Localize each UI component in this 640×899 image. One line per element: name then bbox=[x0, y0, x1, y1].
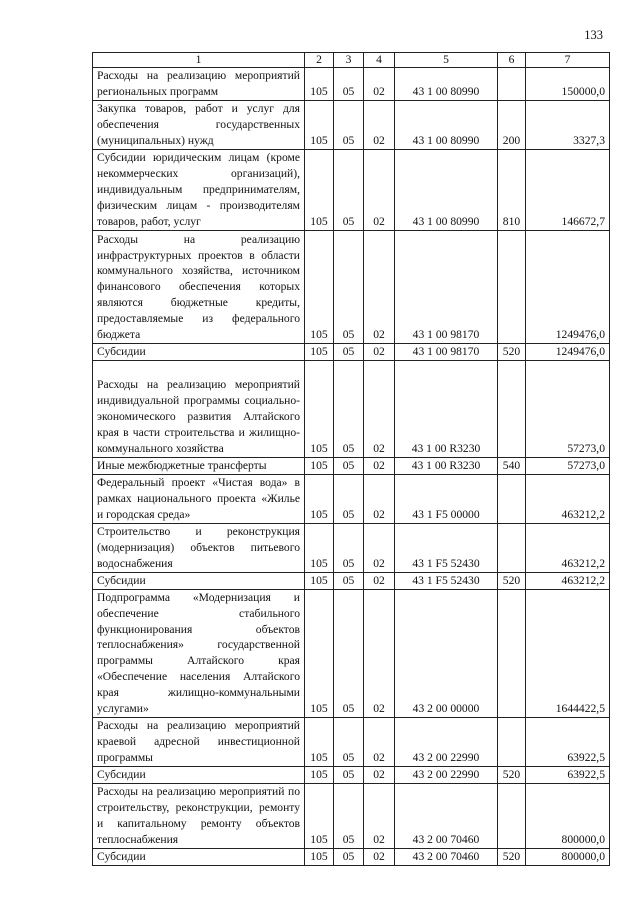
cell-amount: 1644422,5 bbox=[526, 589, 610, 717]
table-row bbox=[93, 457, 610, 474]
table-row bbox=[93, 231, 610, 344]
table-row bbox=[93, 766, 610, 783]
cell-chapter: 105 bbox=[305, 783, 334, 848]
cell-target-article: 43 1 F5 52430 bbox=[395, 572, 498, 589]
cell-target-article: 43 2 00 70460 bbox=[395, 848, 498, 865]
cell-chapter: 105 bbox=[305, 848, 334, 865]
cell-expense-type bbox=[498, 231, 526, 344]
cell-expense-type bbox=[498, 589, 526, 717]
table-row bbox=[93, 572, 610, 589]
cell-chapter: 105 bbox=[305, 344, 334, 361]
table-row bbox=[93, 150, 610, 231]
cell-target-article: 43 2 00 22990 bbox=[395, 717, 498, 766]
cell-chapter: 105 bbox=[305, 360, 334, 457]
cell-amount: 63922,5 bbox=[526, 717, 610, 766]
column-header: 2 bbox=[305, 53, 334, 68]
cell-section: 05 bbox=[334, 523, 364, 572]
column-header: 1 bbox=[93, 53, 305, 68]
cell-amount: 800000,0 bbox=[526, 783, 610, 848]
cell-subsection: 02 bbox=[364, 848, 395, 865]
cell-chapter: 105 bbox=[305, 589, 334, 717]
cell-target-article: 43 2 00 00000 bbox=[395, 589, 498, 717]
cell-expense-type: 520 bbox=[498, 848, 526, 865]
cell-target-article: 43 1 00 R3230 bbox=[395, 457, 498, 474]
cell-expense-type: 810 bbox=[498, 150, 526, 231]
cell-subsection: 02 bbox=[364, 717, 395, 766]
table-row bbox=[93, 68, 610, 101]
column-header: 5 bbox=[395, 53, 498, 68]
table-row bbox=[93, 717, 610, 766]
cell-subsection: 02 bbox=[364, 766, 395, 783]
column-header: 7 bbox=[526, 53, 610, 68]
cell-section: 05 bbox=[334, 360, 364, 457]
cell-subsection: 02 bbox=[364, 344, 395, 361]
cell-target-article: 43 1 00 98170 bbox=[395, 231, 498, 344]
cell-subsection: 02 bbox=[364, 523, 395, 572]
cell-amount: 57273,0 bbox=[526, 457, 610, 474]
cell-chapter: 105 bbox=[305, 457, 334, 474]
cell-expense-type bbox=[498, 68, 526, 101]
cell-description: Расходы на реализацию мероприятий по строительству, реконструкции, ремонту и капитальному ремонту объектов теплоснабжения bbox=[93, 783, 305, 848]
cell-amount: 146672,7 bbox=[526, 150, 610, 231]
cell-amount: 463212,2 bbox=[526, 572, 610, 589]
cell-target-article: 43 1 00 98170 bbox=[395, 344, 498, 361]
cell-subsection: 02 bbox=[364, 360, 395, 457]
cell-subsection: 02 bbox=[364, 572, 395, 589]
cell-target-article: 43 1 00 80990 bbox=[395, 101, 498, 150]
cell-target-article: 43 1 F5 00000 bbox=[395, 474, 498, 523]
cell-target-article: 43 1 00 80990 bbox=[395, 68, 498, 101]
cell-description: Расходы на реализацию инфраструктурных проектов в области коммунального хозяйства, источником финансового обеспечения которых являются бюджетные кредиты, предоставляемые из федерального бюджета bbox=[93, 231, 305, 344]
cell-description: Субсидии bbox=[93, 344, 305, 361]
column-header: 6 bbox=[498, 53, 526, 68]
cell-section: 05 bbox=[334, 457, 364, 474]
cell-chapter: 105 bbox=[305, 523, 334, 572]
cell-chapter: 105 bbox=[305, 474, 334, 523]
cell-expense-type: 520 bbox=[498, 572, 526, 589]
table-row bbox=[93, 101, 610, 150]
cell-section: 05 bbox=[334, 589, 364, 717]
table-row bbox=[93, 474, 610, 523]
cell-expense-type: 200 bbox=[498, 101, 526, 150]
cell-amount: 463212,2 bbox=[526, 474, 610, 523]
cell-subsection: 02 bbox=[364, 101, 395, 150]
cell-description: Расходы на реализацию мероприятий краевой адресной инвестиционной программы bbox=[93, 717, 305, 766]
cell-subsection: 02 bbox=[364, 68, 395, 101]
cell-expense-type bbox=[498, 783, 526, 848]
cell-section: 05 bbox=[334, 783, 364, 848]
cell-expense-type: 520 bbox=[498, 344, 526, 361]
cell-amount: 1249476,0 bbox=[526, 344, 610, 361]
cell-description: Строительство и реконструкция (модернизация) объектов питьевого водоснабжения bbox=[93, 523, 305, 572]
table-row bbox=[93, 344, 610, 361]
cell-chapter: 105 bbox=[305, 150, 334, 231]
cell-expense-type: 520 bbox=[498, 766, 526, 783]
table-row bbox=[93, 589, 610, 717]
cell-section: 05 bbox=[334, 717, 364, 766]
cell-section: 05 bbox=[334, 766, 364, 783]
cell-section: 05 bbox=[334, 101, 364, 150]
cell-subsection: 02 bbox=[364, 457, 395, 474]
cell-chapter: 105 bbox=[305, 766, 334, 783]
cell-target-article: 43 1 F5 52430 bbox=[395, 523, 498, 572]
page-number: 133 bbox=[584, 28, 603, 42]
cell-description: Иные межбюджетные трансферты bbox=[93, 457, 305, 474]
cell-amount: 150000,0 bbox=[526, 68, 610, 101]
cell-amount: 1249476,0 bbox=[526, 231, 610, 344]
cell-amount: 800000,0 bbox=[526, 848, 610, 865]
cell-subsection: 02 bbox=[364, 783, 395, 848]
budget-table bbox=[92, 52, 610, 866]
table-row bbox=[93, 848, 610, 865]
cell-subsection: 02 bbox=[364, 474, 395, 523]
cell-subsection: 02 bbox=[364, 150, 395, 231]
cell-target-article: 43 1 00 R3230 bbox=[395, 360, 498, 457]
cell-description: Закупка товаров, работ и услуг для обеспечения государственных (муниципальных) нужд bbox=[93, 101, 305, 150]
cell-description: Субсидии bbox=[93, 766, 305, 783]
cell-description: Подпрограмма «Модернизация и обеспечение стабильного функционирования объектов теплоснабжения» государственной программы Алтайского края «Обеспечение населения Алтайского края жилищно-коммунальными услугами» bbox=[93, 589, 305, 717]
cell-section: 05 bbox=[334, 572, 364, 589]
cell-section: 05 bbox=[334, 474, 364, 523]
cell-description: Субсидии bbox=[93, 572, 305, 589]
cell-amount: 57273,0 bbox=[526, 360, 610, 457]
column-header: 3 bbox=[334, 53, 364, 68]
cell-expense-type bbox=[498, 474, 526, 523]
cell-section: 05 bbox=[334, 150, 364, 231]
cell-target-article: 43 2 00 70460 bbox=[395, 783, 498, 848]
cell-description: Субсидии bbox=[93, 848, 305, 865]
cell-amount: 3327,3 bbox=[526, 101, 610, 150]
cell-expense-type bbox=[498, 360, 526, 457]
column-header: 4 bbox=[364, 53, 395, 68]
cell-description: Расходы на реализацию мероприятий индивидуальной программы социально-экономического развития Алтайского края в части строительства и жилищно-коммунального хозяйства bbox=[93, 360, 305, 457]
cell-chapter: 105 bbox=[305, 231, 334, 344]
cell-chapter: 105 bbox=[305, 101, 334, 150]
cell-description: Федеральный проект «Чистая вода» в рамках национального проекта «Жилье и городская среда» bbox=[93, 474, 305, 523]
table-header-row bbox=[93, 53, 610, 68]
table-row bbox=[93, 783, 610, 848]
cell-expense-type bbox=[498, 717, 526, 766]
cell-chapter: 105 bbox=[305, 717, 334, 766]
cell-expense-type: 540 bbox=[498, 457, 526, 474]
cell-target-article: 43 1 00 80990 bbox=[395, 150, 498, 231]
cell-target-article: 43 2 00 22990 bbox=[395, 766, 498, 783]
cell-chapter: 105 bbox=[305, 68, 334, 101]
cell-section: 05 bbox=[334, 68, 364, 101]
cell-expense-type bbox=[498, 523, 526, 572]
cell-description: Субсидии юридическим лицам (кроме некоммерческих организаций), индивидуальным предпринимателям, физическим лицам - производителям товаров, работ, услуг bbox=[93, 150, 305, 231]
table-row bbox=[93, 360, 610, 457]
cell-subsection: 02 bbox=[364, 231, 395, 344]
cell-section: 05 bbox=[334, 344, 364, 361]
cell-description: Расходы на реализацию мероприятий региональных программ bbox=[93, 68, 305, 101]
cell-subsection: 02 bbox=[364, 589, 395, 717]
cell-section: 05 bbox=[334, 231, 364, 344]
cell-amount: 63922,5 bbox=[526, 766, 610, 783]
table-row bbox=[93, 523, 610, 572]
cell-section: 05 bbox=[334, 848, 364, 865]
cell-amount: 463212,2 bbox=[526, 523, 610, 572]
cell-chapter: 105 bbox=[305, 572, 334, 589]
